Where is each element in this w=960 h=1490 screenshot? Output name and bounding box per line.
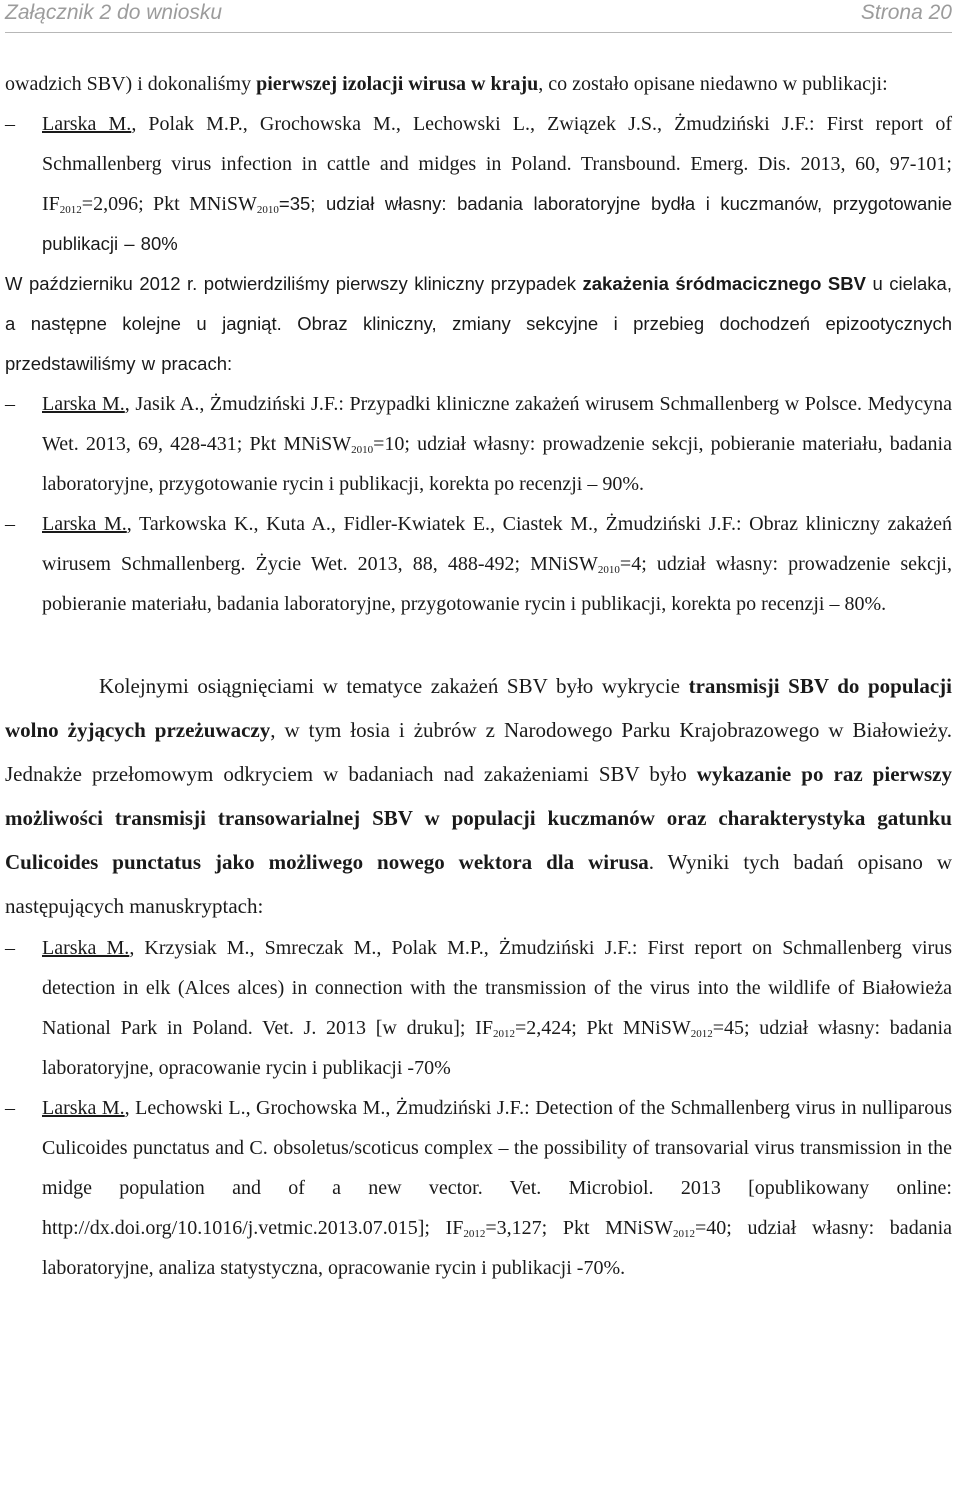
subscript: 2012 <box>672 1228 695 1240</box>
text-run: owadzich SBV) i dokonaliśmy <box>5 73 257 95</box>
text-run: W październiku 2012 r. potwierdziliśmy pierwszy kliniczny przypadek <box>5 273 583 294</box>
header-page-number: Strona 20 <box>860 1 952 24</box>
subscript: 2010 <box>351 444 374 456</box>
text-run: =35; udział własny: badania laboratoryjne bydła i kuczmanów, przygotowanie publikacji – 80% <box>42 193 952 254</box>
reference-item-4 <box>5 928 952 1088</box>
page-header <box>5 0 952 33</box>
text-run: u cielaka, a następne kolejne u jagniąt. Obraz kliniczny, zmiany sekcyjne i przebieg dochodzeń epizootycznych przedstawiliśmy w pracach: <box>5 273 952 374</box>
text-run: , Lechowski L., Grochowska M., Żmudziński J.F.: Detection of the Schmallenberg virus in nulliparous Culicoides punctatus and C. obsoletus/scoticus complex – the possibility of transovarial virus transmission in the midge population and of a new vector. Vet. Microbiol. 2013 [opublikowany online: http://dx.doi.org/10.1016/j.vetmic.2013.07.015]; IF <box>42 1097 952 1239</box>
paragraph-first-isolation <box>5 64 952 104</box>
reference-author-underlined: Larska M. <box>42 113 132 135</box>
text-run: =2,424; Pkt MNiSW <box>514 1017 691 1039</box>
text-run: , Polak M.P., Grochowska M., Lechowski L., Związek J.S., Żmudziński J.F.: First report of Schmallenberg virus infection in cattle and midges in Poland. Transbound. Emerg. Dis. 2013, 60, 97-101; IF <box>42 113 953 215</box>
list-dash: – <box>5 1097 15 1119</box>
reference-item-1 <box>5 104 952 264</box>
text-run: , Krzysiak M., Smreczak M., Polak M.P., Żmudziński J.F.: First report on Schmallenberg virus detection in elk (Alces alces) in connection with the transmission of the virus into the wildlife of Białowieża National Park in Poland. Vet. J. 2013 [w druku]; IF <box>42 937 952 1039</box>
list-dash: – <box>5 513 15 535</box>
reference-author-underlined: Larska M. <box>42 937 130 959</box>
list-dash: – <box>5 393 15 415</box>
list-dash: – <box>5 113 15 135</box>
text-run: =10; udział własny: prowadzenie sekcji, pobieranie materiału, badania laboratoryjne, przygotowanie rycin i publikacji, korekta po recenzji – 90%. <box>42 433 952 495</box>
bold-phrase: wykazanie po raz pierwszy możliwości transmisji transowarialnej SBV w populacji kuczmanów oraz charakterystyka gatunku Culicoides punctatus jako możliwego nowego wektora dla wirusa <box>5 762 952 874</box>
subscript: 2012 <box>463 1228 486 1240</box>
reference-item-2 <box>5 384 952 504</box>
reference-author-underlined: Larska M. <box>42 1097 125 1119</box>
list-dash: – <box>5 937 15 959</box>
subscript: 2012 <box>59 204 82 216</box>
subscript: 2012 <box>492 1028 515 1040</box>
text-run: =45; udział własny: badania laboratoryjne, opracowanie rycin i publikacji -70% <box>42 1017 952 1079</box>
reference-item-3 <box>5 504 952 624</box>
text-run: =4; udział własny: prowadzenie sekcji, pobieranie materiału, badania laboratoryjne, przygotowanie rycin i publikacji, korekta po recenzji – 80%. <box>42 553 952 615</box>
bold-phrase: transmisji SBV do populacji wolno żyjących przeżuwaczy <box>5 674 952 742</box>
text-run: =40; udział własny: badania laboratoryjne, analiza statystyczna, opracowanie rycin i publikacji -70%. <box>42 1217 952 1279</box>
text-run: , w tym łosia i żubrów z Narodowego Parku Krajobrazowego w Białowieży. Jednakże przełomowym odkryciem w badaniach nad zakażeniami SBV było <box>5 718 953 786</box>
text-run: =3,127; Pkt MNiSW <box>485 1217 673 1239</box>
header-attachment-title: Załącznik 2 do wniosku <box>5 1 223 24</box>
paragraph-intrauterine-infection <box>5 264 952 384</box>
subscript: 2010 <box>597 564 620 576</box>
text-run: =2,096; Pkt MNiSW <box>81 193 257 215</box>
paragraph-transmission <box>5 664 952 928</box>
paragraph-spacer <box>5 624 952 664</box>
document-body <box>5 64 952 1288</box>
text-run: . Wyniki tych badań opisano w następujących manuskryptach: <box>5 850 953 918</box>
bold-phrase: pierwszej izolacji wirusa w kraju <box>256 73 539 95</box>
subscript: 2010 <box>256 204 279 216</box>
bold-phrase: zakażenia śródmacicznego SBV <box>582 273 866 294</box>
reference-author-underlined: Larska M. <box>42 393 125 415</box>
reference-author-underlined: Larska M. <box>42 513 127 535</box>
reference-item-5 <box>5 1088 952 1288</box>
subscript: 2012 <box>690 1028 713 1040</box>
text-run: , co zostało opisane niedawno w publikacji: <box>538 73 888 95</box>
text-run: , Jasik A., Żmudziński J.F.: Przypadki kliniczne zakażeń wirusem Schmallenberg w Polsce. Medycyna Wet. 2013, 69, 428-431; Pkt MNiSW <box>42 393 952 455</box>
text-run: , Tarkowska K., Kuta A., Fidler-Kwiatek E., Ciastek M., Żmudziński J.F.: Obraz kliniczny zakażeń wirusem Schmallenberg. Życie Wet. 2013, 88, 488-492; MNiSW <box>42 513 952 575</box>
text-run: Kolejnymi osiągnięciami w tematyce zakażeń SBV było wykrycie <box>99 674 689 698</box>
